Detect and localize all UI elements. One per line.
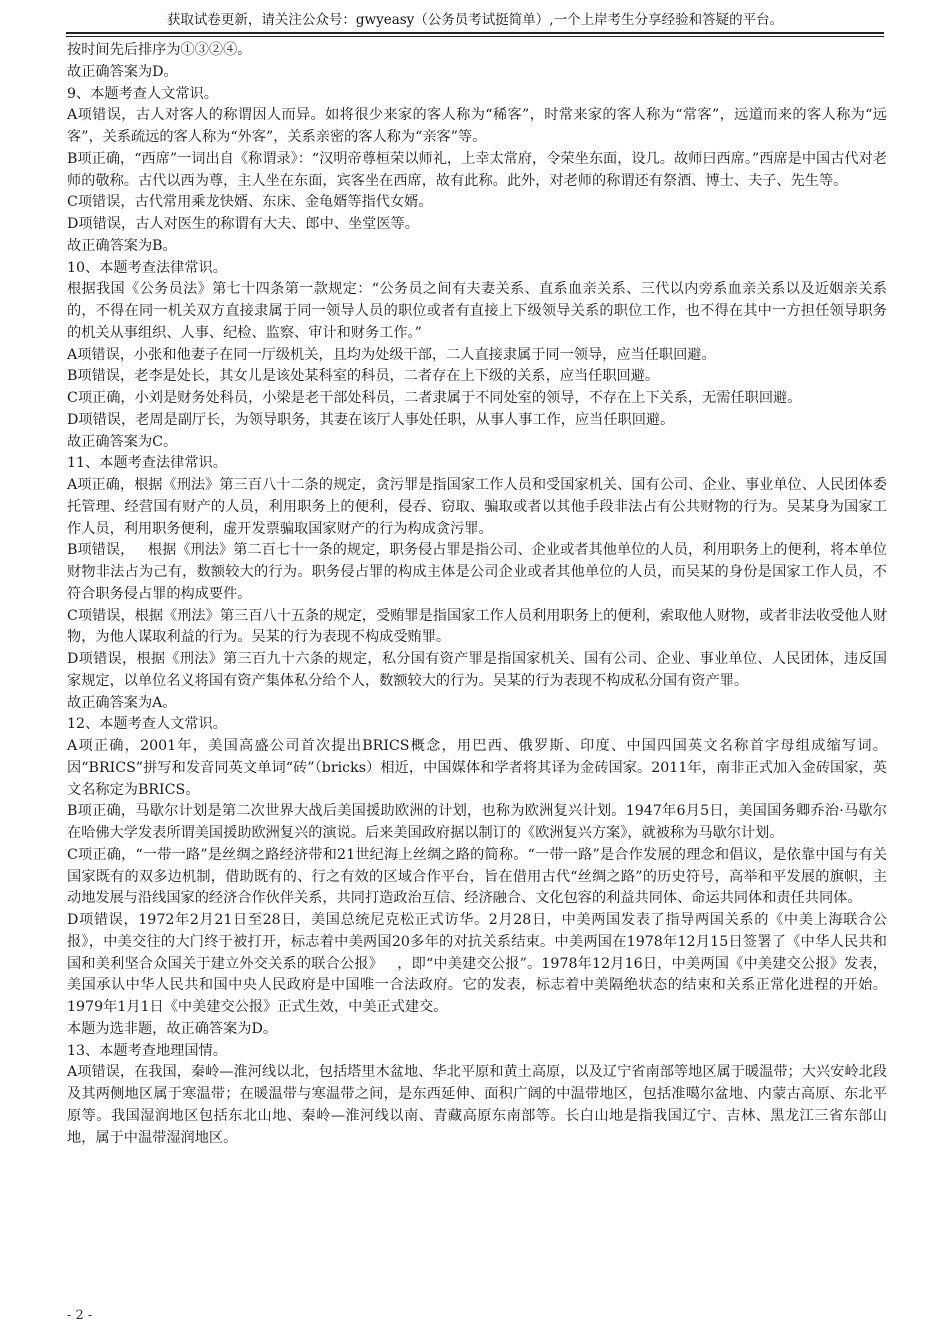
paragraph: A项正确，根据《刑法》第三百八十二条的规定，贪污罪是指国家工作人员和受国家机关、国有公司、企业、事业单位、人民团体委托管理、经营国有财产的人员，利用职务上的便利，侵吞、窃取、骗取或者以其他手段非法占有公共财物的行为。吴某身为国家工作人员，利用职务便利，虚开发票骗取国家财产的行为构成贪污罪。 <box>67 477 887 537</box>
paragraph: A项正确，2001年，美国高盛公司首次提出BRICS概念，用巴西、俄罗斯、印度、中国四国英文名称首字母组成缩写词。因“BRICS”拼写和发音同英文单词“砖”（bricks）相近，中国媒体和学者将其译为金砖国家。2011年，南非正式加入金砖国家，英文名称定为BRICS。 <box>67 738 887 798</box>
paragraph: A项错误，古人对客人的称谓因人而异。如将很少来家的客人称为“稀客”，时常来家的客人称为“常客”，远道而来的客人称为“远客”，关系疏远的客人称为“外客”，关系亲密的客人称为“亲客”等。 <box>67 107 887 145</box>
document-body <box>67 40 887 1149</box>
question-heading: 11、本题考查法律常识。 <box>67 455 227 472</box>
paragraph: B项错误，老李是处长，其女儿是该处某科室的科员，二者存在上下级的关系，应当任职回避。 <box>67 368 660 385</box>
paragraph: B项正确，马歇尔计划是第二次世界大战后美国援助欧洲的计划，也称为欧洲复兴计划。1947年6月5日，美国国务卿乔治·马歇尔在哈佛大学发表所谓美国援助欧洲复兴的演说。后来美国政府据以制订的《欧洲复兴方案》，就被称为马歇尔计划。 <box>67 803 887 841</box>
paragraph: C项错误，古代常用乘龙快婿、东床、金龟婿等指代女婿。 <box>67 194 433 211</box>
answer-line: 本题为选非题，故正确答案为D。 <box>67 1020 278 1037</box>
paragraph: 根据我国《公务员法》第七十四条第一款规定：“公务员之间有夫妻关系、直系血亲关系、三代以内旁系血亲关系以及近姻亲关系的，不得在同一机关双方直接隶属于同一领导人员的职位或者有直接上下级领导关系的职位工作，也不得在其中一方担任领导职务的机关从事组织、人事、纪检、监察、审计和财务工作。” <box>67 281 887 341</box>
question-heading: 10、本题考查法律常识。 <box>67 259 227 276</box>
answer-line: 故正确答案为A。 <box>67 694 177 711</box>
paragraph: A项错误，在我国，秦岭—淮河线以北，包括塔里木盆地、华北平原和黄土高原，以及辽宁省南部等地区属于暖温带；大兴安岭北段及其两侧地区属于寒温带；在暖温带与寒温带之间，是东西延伸、面积广阔的中温带地区，包括准噶尔盆地、内蒙古高原、东北平原等。我国湿润地区包括东北山地、秦岭—淮河线以南、青藏高原东南部等。长白山地是指我国辽宁、吉林、黑龙江三省东部山地，属于中温带湿润地区。 <box>67 1064 887 1146</box>
paragraph: C项正确，“一带一路”是丝绸之路经济带和21世纪海上丝绸之路的简称。“一带一路”是合作发展的理念和倡议，是依靠中国与有关国家既有的双多边机制，借助既有的、行之有效的区域合作平台，旨在借用古代“丝绸之路”的历史符号，高举和平发展的旗帜，主动地发展与沿线国家的经济合作伙伴关系，共同打造政治互信、经济融合、文化包容的利益共同体、命运共同体和责任共同体。 <box>67 846 887 907</box>
paragraph: D项错误，老周是副厅长，为领导职务，其妻在该厅人事处任职，从事人事工作，应当任职回避。 <box>67 411 675 428</box>
paragraph: 按时间先后排序为①③②④。 <box>67 42 252 58</box>
paragraph: A项错误，小张和他妻子在同一厅级机关，且均为处级干部，二人直接隶属于同一领导，应当任职回避。 <box>67 346 716 363</box>
question-heading: 12、本题考查人文常识。 <box>67 716 227 733</box>
question-heading: 9、本题考查人文常识。 <box>67 85 218 102</box>
answer-line: 故正确答案为B。 <box>67 237 177 254</box>
header-rule-thin <box>66 36 884 37</box>
paragraph: D项错误，1972年2月21日至28日，美国总统尼克松正式访华。2月28日，中美两国发表了指导两国关系的《中美上海联合公报》，中美交往的大门终于被打开，标志着中美两国20多年的对抗关系结束。中美两国在1978年12月15日签署了《中华人民共和国和美利坚合众国关于建立外交关系的联合公报》 ，即“中美建交公报”。1978年12月16日，中美两国《中美建交公报》发表，美国承认中华人民共和国中央人民政府是中国唯一合法政府。它的发表，标志着中美隔绝状态的结束和关系正常化进程的开始。1979年1月1日《中美建交公报》正式生效，中美正式建交。 <box>67 912 887 1015</box>
paragraph: D项错误，根据《刑法》第三百九十六条的规定，私分国有资产罪是指国家机关、国有公司、企业、事业单位、人民团体，违反国家规定，以单位名义将国有资产集体私分给个人，数额较大的行为。吴某的行为表现不构成私分国有资产罪。 <box>67 651 887 689</box>
paragraph: C项错误，根据《刑法》第三百八十五条的规定，受贿罪是指国家工作人员利用职务上的便利，索取他人财物，或者非法收受他人财物，为他人谋取利益的行为。吴某的行为表现不构成受贿罪。 <box>67 607 887 646</box>
header-rule <box>66 32 884 34</box>
question-heading: 13、本题考查地理国情。 <box>67 1042 227 1059</box>
paragraph: B项正确，“西席”一词出自《称谓录》：“汉明帝尊桓荣以师礼，上幸太常府，令荣坐东面，设几。故师曰西席。”西席是中国古代对老师的敬称。古代以西为尊，主人坐在东面，宾客坐在西席，故有此称。此外，对老师的称谓还有祭酒、博士、夫子、先生等。 <box>67 150 887 189</box>
paragraph: C项正确，小刘是财务处科员，小梁是老干部处科员，二者隶属于不同处室的领导，不存在上下关系，无需任职回避。 <box>67 390 802 406</box>
answer-line: 故正确答案为C。 <box>67 433 178 450</box>
answer-line: 故正确答案为D。 <box>67 63 178 80</box>
paragraph: D项错误，古人对医生的称谓有大夫、郎中、坐堂医等。 <box>67 216 419 232</box>
page-number: - 2 - <box>67 1308 93 1323</box>
page-header: 获取试卷更新，请关注公众号：gwyeasy（公务员考试挺简单）,一个上岸考生分享经验和答疑的平台。 <box>166 12 784 28</box>
paragraph: B项错误， 根据《刑法》第二百七十一条的规定，职务侵占罪是指公司、企业或者其他单位的人员，利用职务上的便利，将本单位财物非法占为己有，数额较大的行为。职务侵占罪的构成主体是公司企业或者其他单位的人员，而吴某的身份是国家工作人员，不符合职务侵占罪的构成要件。 <box>67 542 887 602</box>
